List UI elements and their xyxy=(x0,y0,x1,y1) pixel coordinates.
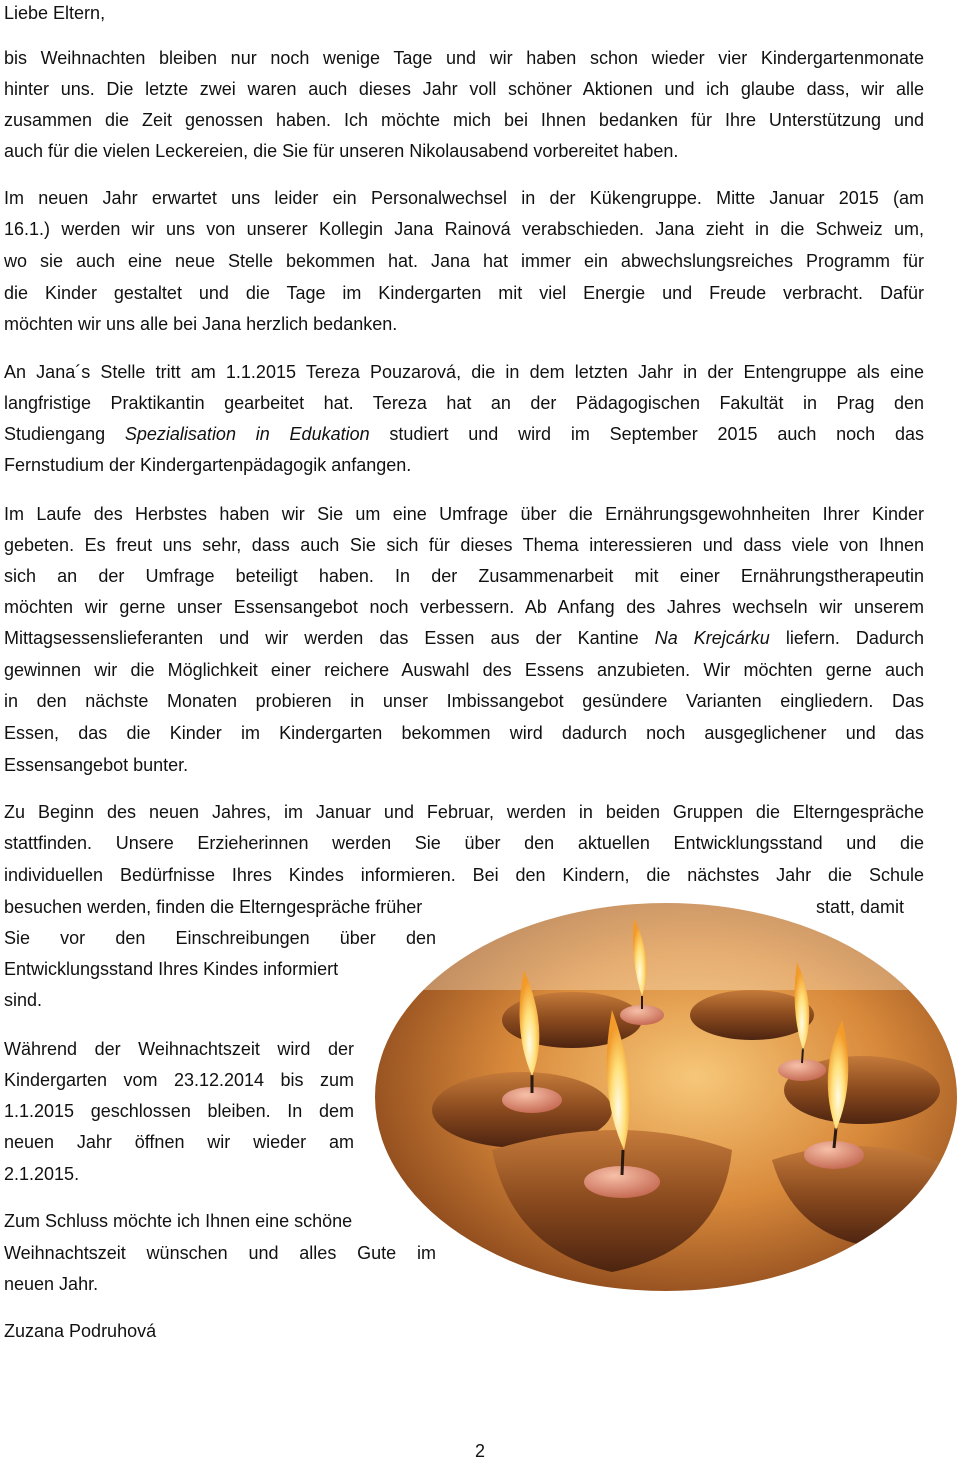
paragraph-6-line-3: 1.1.2015 geschlossen bleiben. In dem xyxy=(4,1101,354,1121)
paragraph-5-line-4-right: statt, damit xyxy=(816,897,905,917)
paragraph-3-line-4: Fernstudium der Kindergartenpädagogik anfangen. xyxy=(4,455,412,475)
paragraph-4-line-7: in den nächste Monaten probieren in unser Imbissangebot gesündere Varianten eingliedern. Das xyxy=(4,691,924,711)
paragraph-2-line-1: Im neuen Jahr erwartet uns leider ein Personalwechsel in der Kükengruppe. Mitte Januar 2015 (am xyxy=(4,188,924,208)
p4-text: Mittagsessenslieferanten und wir werden das Essen aus der Kantine xyxy=(4,628,639,648)
paragraph-3-line-1: An Jana´s Stelle tritt am 1.1.2015 Tereza Pouzarová, die in dem letzten Jahr in der Entengruppe als eine xyxy=(4,362,924,382)
page-number: 2 xyxy=(474,1441,485,1461)
paragraph-4-line-9: Essensangebot bunter. xyxy=(4,755,189,775)
paragraph-4-line-3: sich an der Umfrage beteiligt haben. In der Zusammenarbeit mit einer Ernährungstherapeutin xyxy=(4,566,924,586)
paragraph-6-line-5: 2.1.2015. xyxy=(4,1164,80,1184)
p3-text: Studiengang xyxy=(4,424,106,444)
paragraph-2-line-4: die Kinder gestaltet und die Tage im Kindergarten mit viel Energie und Freude verbracht. Dafür xyxy=(4,283,924,303)
paragraph-3-line-2: langfristige Praktikantin gearbeitet hat. Tereza hat an der Pädagogischen Fakultät in Prag den xyxy=(4,393,924,413)
paragraph-2-line-5: möchten wir uns alle bei Jana herzlich bedanken. xyxy=(4,314,398,334)
paragraph-2-line-3: wo sie auch eine neue Stelle bekommen hat. Jana hat immer ein abwechslungsreiches Programm für xyxy=(4,251,924,271)
walnut-candles-image xyxy=(372,900,960,1294)
paragraph-6-line-1: Während der Weihnachtszeit wird der xyxy=(4,1039,354,1059)
paragraph-5-line-1: Zu Beginn des neuen Jahres, im Januar und Februar, werden in beiden Gruppen die Elterngespräche xyxy=(4,802,924,822)
paragraph-4-line-4: möchten wir gerne unser Essensangebot noch verbessern. Ab Anfang des Jahres wechseln wir unserem xyxy=(4,597,924,617)
study-program-name: Spezialisation in Edukation xyxy=(124,424,370,444)
paragraph-7-line-2: Weihnachtszeit wünschen und alles Gute im xyxy=(4,1243,436,1263)
canteen-name: Na Krejcárku xyxy=(654,628,770,648)
paragraph-1-line-1: bis Weihnachten bleiben nur noch wenige Tage und wir haben schon wieder vier Kindergartenmonate xyxy=(4,48,924,68)
p4-text: liefern. Dadurch xyxy=(785,628,924,648)
paragraph-7-line-1: Zum Schluss möchte ich Ihnen eine schöne xyxy=(4,1211,353,1231)
paragraph-5-line-3: individuellen Bedürfnisse Ihres Kindes informieren. Bei den Kindern, die nächstes Jahr die Schule xyxy=(4,865,924,885)
paragraph-1-line-2: hinter uns. Die letzte zwei waren auch dieses Jahr voll schöner Aktionen und ich glaube dass, wir alle xyxy=(4,79,924,99)
paragraph-7-line-3: neuen Jahr. xyxy=(4,1274,99,1294)
salutation: Liebe Eltern, xyxy=(4,3,106,23)
paragraph-2-line-2: 16.1.) werden wir uns von unserer Kollegin Jana Rainová verabschieden. Jana zieht in die Schweiz um, xyxy=(4,219,924,239)
paragraph-1-line-3: zusammen die Zeit genossen haben. Ich möchte mich bei Ihnen bedanken für Ihre Unterstützung und xyxy=(4,110,924,130)
paragraph-4-line-1: Im Laufe des Herbstes haben wir Sie um eine Umfrage über die Ernährungsgewohnheiten Ihrer Kinder xyxy=(4,504,924,524)
paragraph-4-line-5 xyxy=(4,627,924,649)
paragraph-5-line-5: Sie vor den Einschreibungen über den xyxy=(4,928,436,948)
paragraph-5-line-7: sind. xyxy=(4,990,43,1010)
paragraph-4-line-8: Essen, das die Kinder im Kindergarten bekommen wird dadurch noch ausgeglichener und das xyxy=(4,723,924,743)
signature: Zuzana Podruhová xyxy=(4,1321,157,1341)
paragraph-4-line-2: gebeten. Es freut uns sehr, dass auch Sie sich für dieses Thema interessieren und dass viele von Ihnen xyxy=(4,535,924,555)
paragraph-6-line-4: neuen Jahr öffnen wir wieder am xyxy=(4,1132,354,1152)
paragraph-1-line-4: auch für die vielen Leckereien, die Sie für unseren Nikolausabend vorbereitet haben. xyxy=(4,141,679,161)
paragraph-5-line-4-left: besuchen werden, finden die Elterngespräche früher xyxy=(4,897,423,917)
paragraph-3-line-3 xyxy=(4,423,924,445)
paragraph-5-line-6: Entwicklungsstand Ihres Kindes informiert xyxy=(4,959,339,979)
paragraph-5-line-2: stattfinden. Unsere Erzieherinnen werden Sie über den aktuellen Entwicklungsstand und die xyxy=(4,833,924,853)
paragraph-4-line-6: gewinnen wir die Möglichkeit einer reichere Auswahl des Essens anzubieten. Wir möchten gerne auch xyxy=(4,660,924,680)
paragraph-6-line-2: Kindergarten vom 23.12.2014 bis zum xyxy=(4,1070,354,1090)
p3-text: studiert und wird im September 2015 auch noch das xyxy=(389,424,924,444)
